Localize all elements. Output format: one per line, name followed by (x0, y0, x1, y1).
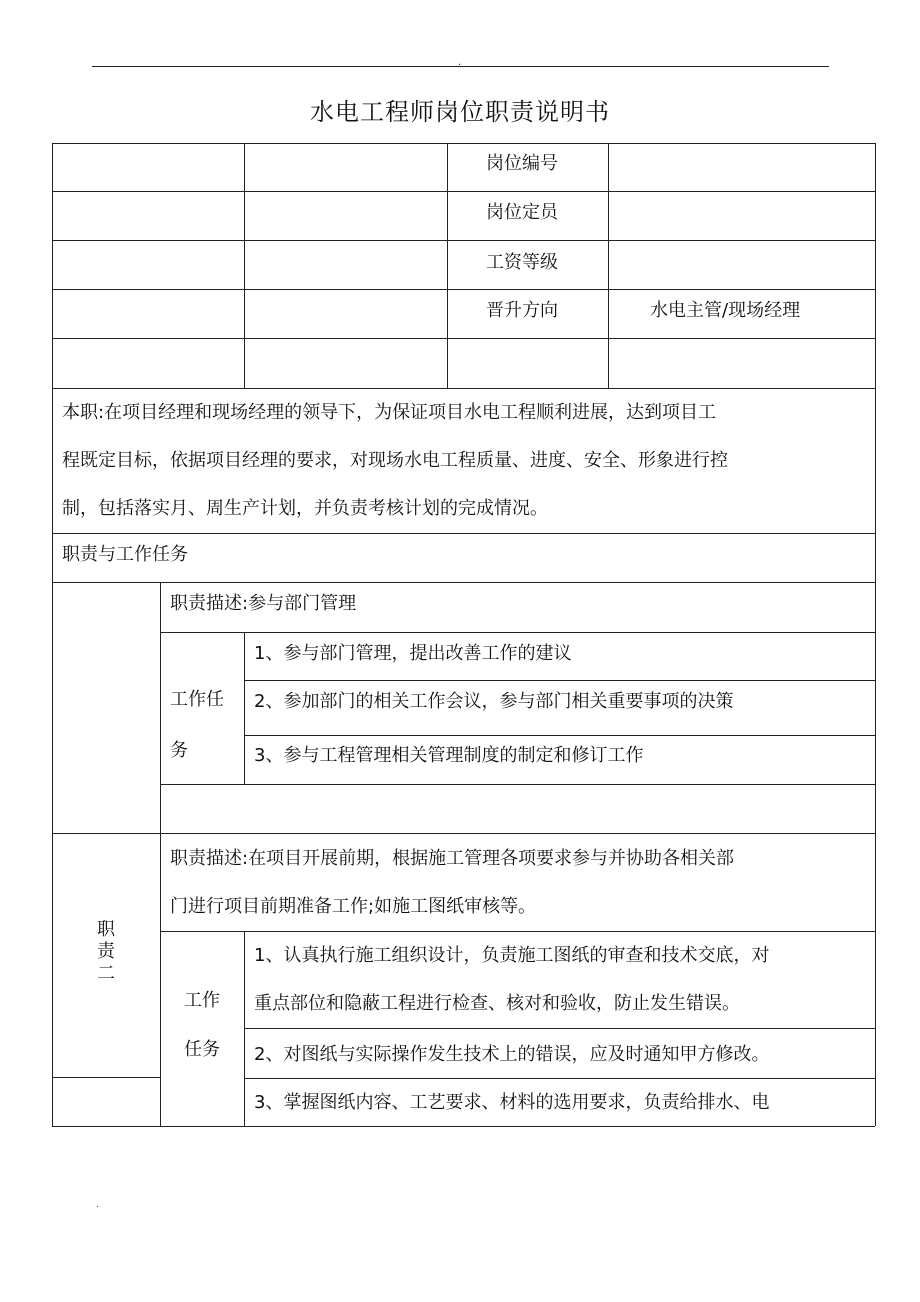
promotion-path-label: 晋升方向 (486, 300, 558, 321)
job-code-label: 岗位编号 (486, 153, 558, 174)
duty2-task-2: 2、对图纸与实际操作发生技术上的错误，应及时通知甲方修改。 (254, 1044, 770, 1065)
duty1-task-3: 3、参与工程管理相关管理制度的制定和修订工作 (254, 745, 644, 766)
duty2-description-line1: 职责描述:在项目开展前期，根据施工管理各项要求参与并协助各相关部 (170, 848, 735, 869)
summary-line-2: 程既定目标，依据项目经理的要求，对现场水电工程质量、进度、安全、形象进行控 (62, 450, 728, 471)
duty1-description: 职责描述:参与部门管理 (170, 593, 357, 614)
promotion-path-value: 水电主管/现场经理 (650, 300, 801, 321)
duty2-label-char-1: 职 (97, 919, 115, 940)
duties-heading: 职责与工作任务 (62, 544, 188, 565)
duty2-label-char-3: 二 (97, 963, 115, 984)
duty1-task-2: 2、参加部门的相关工作会议，参与部门相关重要事项的决策 (254, 691, 734, 712)
salary-grade-label: 工资等级 (486, 252, 558, 273)
duty1-task-1: 1、参与部门管理，提出改善工作的建议 (254, 643, 572, 664)
duty2-tasks-label-line2: 任务 (184, 1039, 220, 1060)
duty2-task1-line1: 1、认真执行施工组织设计，负责施工图纸的审查和技术交底，对 (254, 945, 770, 966)
duty2-label-char-2: 责 (97, 941, 115, 962)
footer-dot: . (96, 1199, 100, 1210)
duty1-tasks-label-line2: 务 (170, 740, 188, 761)
header-dot: . (458, 57, 462, 68)
duty2-task-3: 3、掌握图纸内容、工艺要求、材料的选用要求，负责给排水、电 (254, 1092, 770, 1113)
duty2-description-line2: 门进行项目前期准备工作;如施工图纸审核等。 (170, 896, 537, 917)
duty2-tasks-label-line1: 工作 (184, 990, 220, 1011)
headcount-label: 岗位定员 (486, 202, 558, 223)
summary-line-3: 制，包括落实月、周生产计划，并负责考核计划的完成情况。 (62, 498, 548, 519)
summary-line-1: 本职:在项目经理和现场经理的领导下，为保证项目水电工程顺利进展，达到项目工 (62, 402, 717, 423)
page-title: 水电工程师岗位职责说明书 (310, 98, 610, 126)
duty2-task1-line2: 重点部位和隐蔽工程进行检查、核对和验收，防止发生错误。 (254, 993, 740, 1014)
duty1-tasks-label-line1: 工作任 (170, 689, 224, 710)
header-rule (92, 66, 829, 67)
